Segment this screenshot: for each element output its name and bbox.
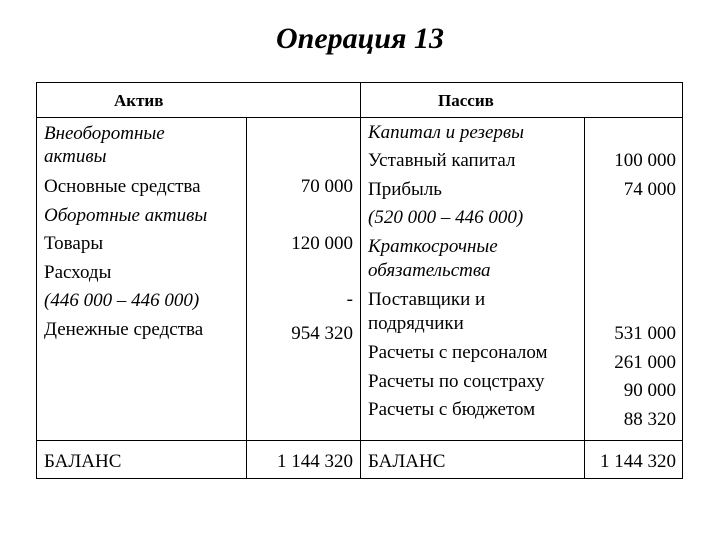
liability-profit: Прибыль xyxy=(368,179,442,200)
asset-expenses-value: - xyxy=(346,289,353,310)
balance-value-left: 1 144 320 xyxy=(277,451,353,472)
asset-expenses: Расходы xyxy=(44,262,112,283)
liability-equity: Капитал и резервы xyxy=(368,122,524,143)
asset-goods: Товары xyxy=(44,233,104,254)
liability-suppliers-value: 531 000 xyxy=(614,323,676,344)
center-divider xyxy=(360,82,361,479)
asset-noncurrent-line1: Внеоборотные xyxy=(44,123,165,144)
liability-shortterm-line2: обязательства xyxy=(368,260,491,281)
liability-profit-value: 74 000 xyxy=(623,179,676,200)
asset-expenses-calc: (446 000 – 446 000) xyxy=(44,290,200,311)
liability-budget: Расчеты с бюджетом xyxy=(368,399,536,420)
asset-name-divider xyxy=(246,117,247,479)
liability-charter-value: 100 000 xyxy=(614,150,676,171)
liability-suppliers-line1: Поставщики и xyxy=(368,289,486,310)
balance-label-right: БАЛАНС xyxy=(368,451,446,472)
asset-header: Актив xyxy=(114,91,164,110)
asset-current: Оборотные активы xyxy=(44,205,208,226)
liability-staff: Расчеты с персоналом xyxy=(368,342,548,363)
asset-goods-value: 120 000 xyxy=(291,233,353,254)
liability-header: Пассив xyxy=(438,91,494,110)
liability-budget-value: 88 320 xyxy=(623,409,676,430)
liability-profit-calc: (520 000 – 446 000) xyxy=(368,207,524,228)
balance-value-right: 1 144 320 xyxy=(600,451,676,472)
asset-fixed-value: 70 000 xyxy=(300,176,353,197)
liability-name-divider xyxy=(584,117,585,479)
liability-suppliers-line2: подрядчики xyxy=(368,313,464,334)
asset-fixed: Основные средства xyxy=(44,176,201,197)
liability-charter: Уставный капитал xyxy=(368,150,516,171)
page-title: Операция 13 xyxy=(276,22,444,55)
asset-noncurrent-line2: активы xyxy=(44,146,107,167)
liability-shortterm-line1: Краткосрочные xyxy=(368,236,498,257)
liability-social: Расчеты по соцстраху xyxy=(368,371,545,392)
liability-staff-value: 261 000 xyxy=(614,352,676,373)
asset-cash: Денежные средства xyxy=(44,319,204,340)
liability-social-value: 90 000 xyxy=(623,380,676,401)
balance-label-left: БАЛАНС xyxy=(44,451,122,472)
asset-cash-value: 954 320 xyxy=(291,323,353,344)
